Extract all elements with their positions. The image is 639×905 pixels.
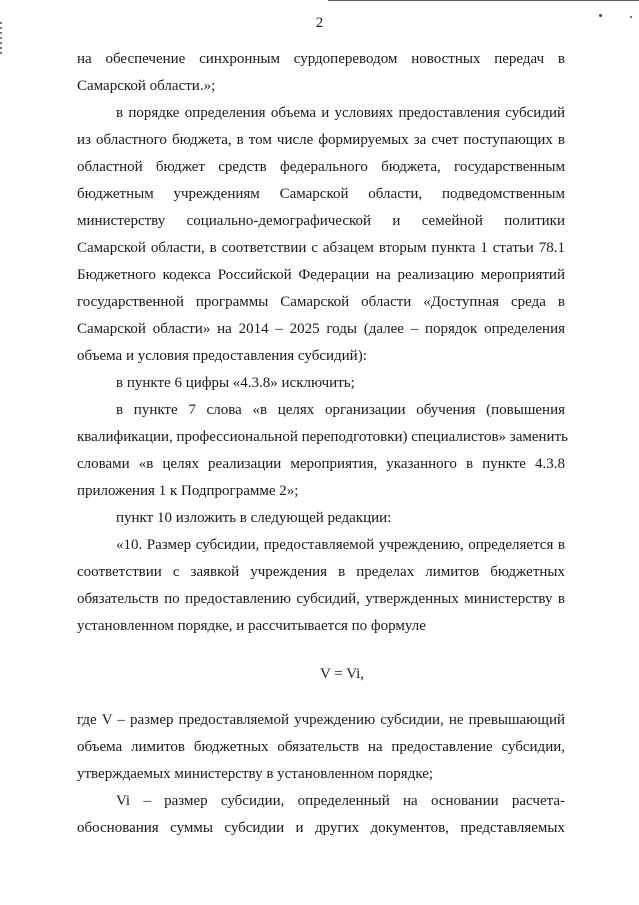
text-line: Самарской области» на 2014 – 2025 годы (далее – порядок определения bbox=[77, 321, 565, 337]
formula: V = Vi, bbox=[319, 666, 365, 682]
text-line: государственной программы Самарской области «Доступная среда в bbox=[77, 294, 565, 310]
text-line: объема лимитов бюджетных обязательств на предоставление субсидии, bbox=[77, 739, 565, 755]
text-line: обоснования суммы субсидии и других документов, представляемых bbox=[77, 820, 565, 836]
scan-edge-line bbox=[328, 0, 639, 1]
text-line: в пункте 7 слова «в целях организации обучения (повышения bbox=[116, 402, 565, 418]
text-line: объема и условия предоставления субсидий): bbox=[77, 348, 367, 364]
text-line: на обеспечение синхронным сурдопереводом новостных передач в bbox=[77, 51, 565, 67]
text-line: в пункте 6 цифры «4.3.8» исключить; bbox=[116, 375, 355, 391]
text-line: областной бюджет средств федерального бюджета, государственным bbox=[77, 159, 565, 175]
text-line: из областного бюджета, в том числе формируемых за счет поступающих в bbox=[77, 132, 565, 148]
text-line: обязательств по предоставлению субсидий, утвержденных министерству в bbox=[77, 591, 565, 607]
text-line: Самарской области.»; bbox=[77, 78, 216, 94]
text-line: соответствии с заявкой учреждения в пределах лимитов бюджетных bbox=[77, 564, 565, 580]
text-line: Vi – размер субсидии, определенный на основании расчета- bbox=[116, 793, 565, 809]
text-line: в порядке определения объема и условиях предоставления субсидий bbox=[116, 105, 565, 121]
text-line: утверждаемых министерству в установленном порядке; bbox=[77, 766, 434, 782]
text-line: Бюджетного кодекса Российской Федерации на реализацию мероприятий bbox=[77, 267, 565, 283]
text-line: установленном порядке, и рассчитывается по формуле bbox=[77, 618, 426, 634]
text-line: «10. Размер субсидии, предоставляемой учреждению, определяется в bbox=[116, 537, 565, 553]
text-line: пункт 10 изложить в следующей редакции: bbox=[116, 510, 392, 526]
text-line: где V – размер предоставляемой учреждению субсидии, не превышающий bbox=[77, 712, 565, 728]
text-line: министерству социально-демографической и семейной политики bbox=[77, 213, 565, 229]
page-number: 2 bbox=[315, 15, 324, 31]
text-line: словами «в целях реализации мероприятия, указанного в пункте 4.3.8 bbox=[77, 456, 565, 472]
text-line: квалификации, профессиональной переподготовки) специалистов» заменить bbox=[77, 429, 568, 445]
text-line: Самарской области, в соответствии с абзацем вторым пункта 1 статьи 78.1 bbox=[77, 240, 565, 256]
text-line: бюджетным учреждениям Самарской области, подведомственным bbox=[77, 186, 565, 202]
text-line: приложения 1 к Подпрограмме 2»; bbox=[77, 483, 299, 499]
